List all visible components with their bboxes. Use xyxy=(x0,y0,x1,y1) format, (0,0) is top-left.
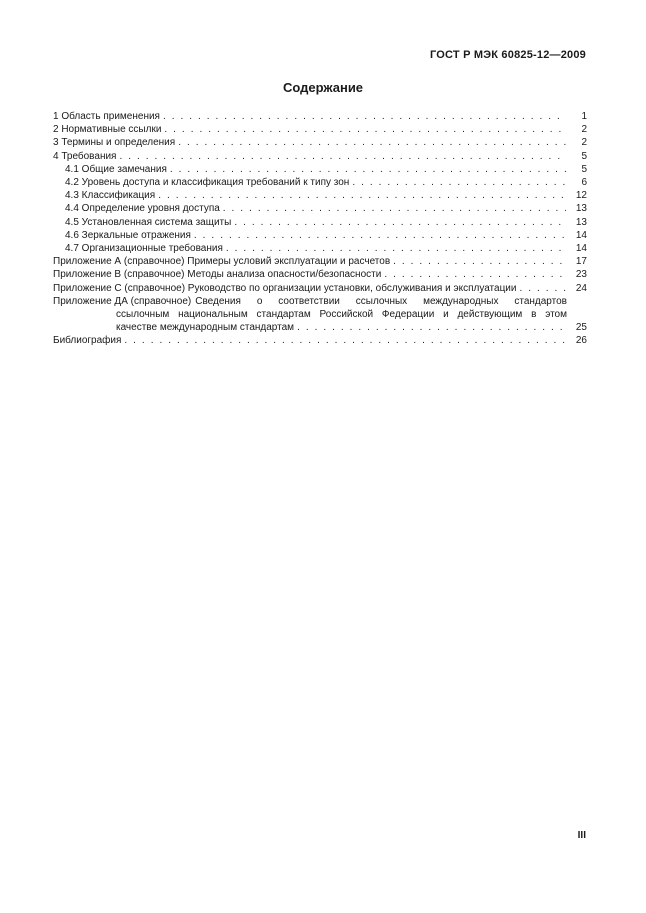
leader-dots xyxy=(234,216,566,229)
toc-entry-annex-da-continuation xyxy=(53,308,587,334)
toc-entry-4-2 xyxy=(53,176,587,189)
toc-entry-page: 13 xyxy=(575,216,587,228)
toc-entry-page: 24 xyxy=(575,282,587,294)
toc-entry-page: 13 xyxy=(575,203,587,215)
leader-dots xyxy=(158,189,566,202)
toc-entry-page: 2 xyxy=(581,137,587,149)
leader-dots xyxy=(393,255,566,268)
toc-entry-page: 5 xyxy=(581,163,587,175)
leader-dots xyxy=(178,136,566,149)
toc-entry-label: 4.4 Определение уровня доступа xyxy=(65,203,220,215)
toc-entry-label: 1 Область применения xyxy=(53,111,160,122)
toc-entry-page: 2 xyxy=(581,124,587,136)
leader-dots xyxy=(124,334,566,347)
table-of-contents xyxy=(53,110,587,348)
toc-entry-label: Библиография xyxy=(53,335,122,347)
toc-entry-page: 23 xyxy=(575,269,587,281)
leader-dots xyxy=(519,282,566,295)
toc-entry-scope xyxy=(53,110,587,123)
toc-entry-page: 12 xyxy=(575,190,587,202)
leader-dots xyxy=(384,268,566,281)
toc-entry-page: 1 xyxy=(581,111,587,122)
toc-entry-annex-da-line1: Сведения о соответствии ссылочных международных стандартов xyxy=(195,295,567,307)
page-number: III xyxy=(577,830,586,841)
leader-dots xyxy=(352,176,566,189)
toc-entry-terms xyxy=(53,136,587,149)
toc-entry-page: 14 xyxy=(575,243,587,255)
toc-entry-4-3 xyxy=(53,189,587,202)
toc-entry-normative-references xyxy=(53,123,587,136)
toc-entry-label: 4.2 Уровень доступа и классификация требований к типу зон xyxy=(65,177,350,189)
toc-entry-page: 25 xyxy=(575,322,587,334)
leader-dots xyxy=(119,150,566,163)
toc-entry-annex-da xyxy=(53,295,587,308)
toc-entry-annex-a xyxy=(53,255,587,268)
toc-entry-bibliography xyxy=(53,334,587,347)
toc-entry-annex-da-lead: Приложение ДА (справочное) xyxy=(53,295,192,307)
toc-entry-label: 2 Нормативные ссылки xyxy=(53,124,162,136)
toc-entry-annex-da-line2: ссылочным национальным стандартам Российской Федерации и действующим в этом xyxy=(116,309,567,321)
toc-entry-page: 14 xyxy=(575,229,587,241)
toc-entry-page: 17 xyxy=(575,256,587,268)
toc-entry-4-4 xyxy=(53,202,587,215)
leader-dots xyxy=(297,321,566,334)
toc-entry-label: 3 Термины и определения xyxy=(53,137,176,149)
toc-entry-label: 4.5 Установленная система защиты xyxy=(65,216,232,228)
toc-entry-4-6 xyxy=(53,229,587,242)
toc-entry-label: Приложение С (справочное) Руководство по организации установки, обслуживания и эксплуатации xyxy=(53,282,517,294)
toc-entry-4-5 xyxy=(53,216,587,229)
leader-dots xyxy=(226,242,566,255)
document-code: ГОСТ Р МЭК 60825-12—2009 xyxy=(429,49,586,61)
toc-entry-label: Приложение А (справочное) Примеры условий эксплуатации и расчетов xyxy=(53,256,391,268)
leader-dots xyxy=(170,163,566,176)
toc-entry-4-1 xyxy=(53,163,587,176)
toc-entry-label: 4.3 Классификация xyxy=(65,190,156,202)
toc-entry-label: 4.7 Организационные требования xyxy=(65,243,223,255)
toc-entry-label: 4.6 Зеркальные отражения xyxy=(65,229,191,241)
leader-dots xyxy=(163,110,566,123)
toc-entry-annex-c xyxy=(53,282,587,295)
toc-entry-annex-da-line3: качестве международным стандартам xyxy=(116,322,295,334)
toc-entry-requirements xyxy=(53,150,587,163)
toc-entry-label: Приложение В (справочное) Методы анализа опасности/безопасности xyxy=(53,269,382,281)
toc-entry-label: 4 Требования xyxy=(53,150,117,162)
toc-entry-page: 5 xyxy=(581,150,587,162)
toc-entry-page: 26 xyxy=(575,335,587,347)
toc-entry-annex-da-last-line xyxy=(116,321,587,334)
toc-title: Содержание xyxy=(282,80,364,95)
toc-entry-4-7 xyxy=(53,242,587,255)
toc-entry-label: 4.1 Общие замечания xyxy=(65,163,167,175)
toc-entry-annex-b xyxy=(53,268,587,281)
toc-entry-page: 6 xyxy=(581,177,587,189)
leader-dots xyxy=(223,202,566,215)
leader-dots xyxy=(164,123,566,136)
leader-dots xyxy=(194,229,566,242)
